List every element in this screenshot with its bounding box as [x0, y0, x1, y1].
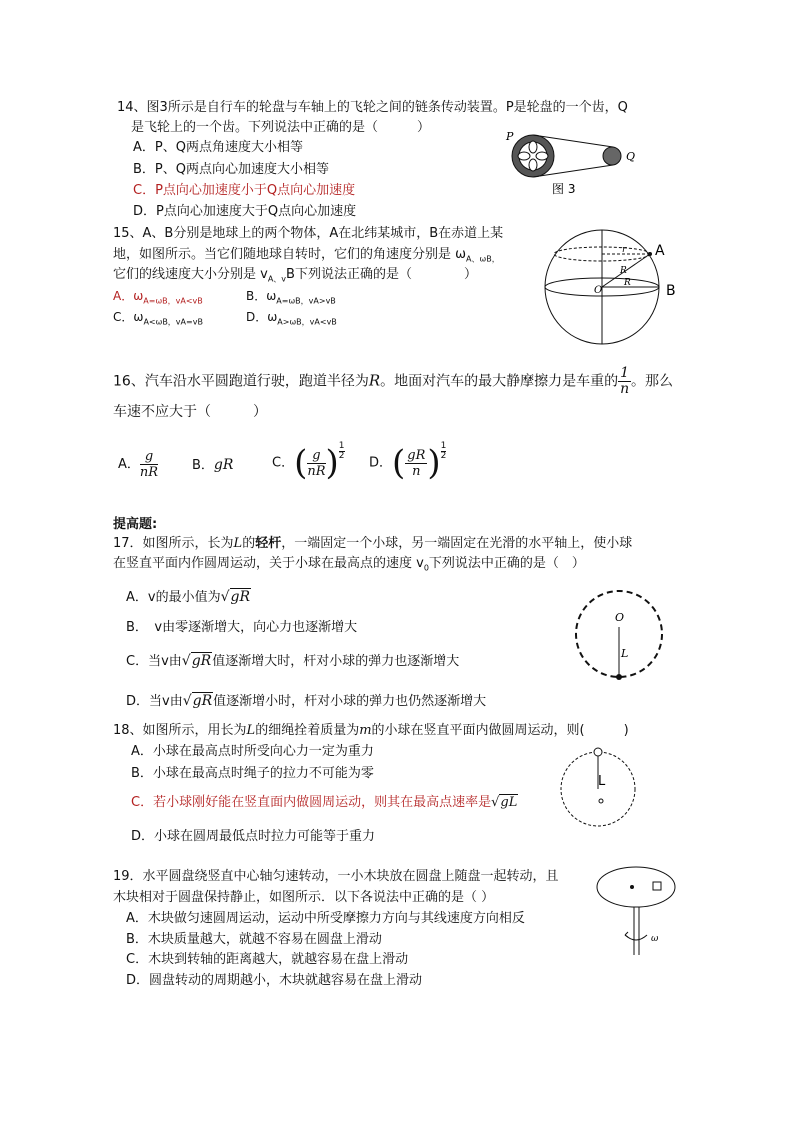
q15-fig-label-a: A — [655, 243, 665, 259]
q14-option-d: D．P点向心加速度大于Q点向心加速度 — [133, 204, 357, 219]
q18-fig-label-l: L — [598, 774, 606, 789]
q19-option-b: B．木块质量越大，就越不容易在圆盘上滑动 — [126, 932, 382, 947]
q15-stem-line1: 15、A、B分别是地球上的两个物体，A在北纬某城市，B在赤道上某 — [113, 226, 504, 241]
q19-stem-line1: 19．水平圆盘绕竖直中心轴匀速转动，一小木块放在圆盘上随盘一起转动，且 — [113, 869, 559, 884]
q14-fig-caption: 图 3 — [552, 182, 576, 196]
q15-stem-line2: 地，如图所示。当它们随地球自转时，它们的角速度分别是 $\omega_{A、\omega B,}$ — [113, 247, 500, 264]
q17-stem-line1: 17．如图所示，长为L的轻杆，一端固定一个小球，另一端固定在光滑的水平轴上，使小球 — [113, 536, 633, 551]
q15-fig-label-R1: R — [620, 266, 627, 276]
q14-option-b: B．P、Q两点向心加速度大小相等 — [133, 162, 329, 177]
q16-stem-line1: 16、汽车沿水平圆跑道行驶，跑道半径为R。地面对汽车的最大静摩擦力是车重的 $\frac{1}{n}$ 。那么 — [113, 365, 674, 397]
q15-option-c: C．$\omega_{A<\omega B,vA=vB}$ — [113, 310, 203, 327]
q17-fig-label-l: L — [621, 647, 629, 660]
q17-fig-label-o: O — [615, 611, 625, 624]
q18-stem-line1: 18、如图所示，用长为L的细绳拴着质量为m的小球在竖直平面内做圆周运动，则( ) — [113, 723, 629, 738]
q17-stem-line2: 在竖直平面内作圆周运动，关于小球在最高点的速度 $v_0$下列说法中正确的是（ ） — [113, 556, 585, 573]
q18-option-b: B．小球在最高点时绳子的拉力不可能为零 — [131, 766, 374, 781]
q15-option-b: B．$\omega_{A=\omega B,vA>vB}$ — [246, 289, 336, 306]
q19-figure-turntable — [595, 865, 685, 960]
q18-option-c: C．若小球刚好能在竖直面内做圆周运动，则其在最高点速率是√gL — [131, 795, 518, 810]
q16-option-a: A． $\frac{g}{nR}$ — [118, 449, 159, 480]
q14-fig-label-p: P — [506, 130, 514, 143]
q14-fig-label-q: Q — [626, 150, 636, 163]
q15-figure-earth — [540, 225, 690, 345]
q14-option-c: C．P点向心加速度小于Q点向心加速度 — [133, 183, 356, 198]
q16-option-b: B．gR — [192, 457, 234, 473]
q15-option-a: A．$\omega_{A=\omega B,vA<vB}$ — [113, 289, 203, 306]
q15-option-d: D．$\omega_{A>\omega B,vA<vB}$ — [246, 310, 337, 327]
q18-option-a: A．小球在最高点时所受向心力一定为重力 — [131, 744, 374, 759]
q17-option-b: B． v由零逐渐增大，向心力也逐渐增大 — [126, 620, 358, 635]
q19-option-c: C．木块到转轴的距离越大，就越容易在盘上滑动 — [126, 952, 409, 967]
q17-figure-rod-circle — [570, 585, 670, 685]
q19-stem-line2: 木块相对于圆盘保持静止，如图所示．以下各说法中正确的是（ ） — [113, 890, 495, 905]
q19-option-a: A．木块做匀速圆周运动，运动中所受摩擦力方向与其线速度方向相反 — [126, 911, 525, 926]
q17-option-d: D．当v由√gR值逐渐增小时，杆对小球的弹力也仍然逐渐增大 — [126, 693, 487, 709]
q18-figure-string-circle — [555, 745, 645, 830]
q16-stem-line2: 车速不应大于（ ） — [113, 404, 267, 420]
q16-option-d: D．( $\frac{gR}{n}$ ) $\frac{1}{2}$ — [369, 441, 447, 483]
q15-fig-label-r: r — [622, 245, 627, 255]
section-title-advanced: 提高题: — [113, 517, 158, 532]
q14-stem-line1: 14、图3所示是自行车的轮盘与车轴上的飞轮之间的链条传动装置。P是轮盘的一个齿，Q — [117, 100, 628, 115]
q19-option-d: D．圆盘转动的周期越小，木块就越容易在盘上滑动 — [126, 973, 423, 988]
q16-option-c: C．( $\frac{g}{nR}$ ) $\frac{1}{2}$ — [272, 441, 345, 483]
q17-option-c: C．当v由√gR值逐渐增大时，杆对小球的弹力也逐渐增大 — [126, 653, 460, 669]
q14-stem-line2: 是飞轮上的一个齿。下列说法中正确的是（ ） — [131, 120, 431, 135]
q19-fig-label-omega: ω — [651, 934, 659, 944]
q15-fig-label-b: B — [666, 283, 676, 299]
q14-figure-chain-drive — [500, 128, 645, 198]
q17-option-a: A．v的最小值为√gR — [126, 589, 251, 605]
q15-fig-label-o: O — [594, 285, 603, 296]
q15-stem-line3: 它们的线速度大小分别是 $v_{A、v}B$下列说法正确的是（ ） — [113, 267, 477, 284]
q14-option-a: A．P、Q两点角速度大小相等 — [133, 140, 303, 155]
q16-frac-1-over-n: $\frac{1}{n}$ — [620, 365, 630, 397]
q18-option-d: D．小球在圆周最低点时拉力可能等于重力 — [131, 829, 376, 844]
q15-fig-label-R2: R — [624, 278, 631, 288]
